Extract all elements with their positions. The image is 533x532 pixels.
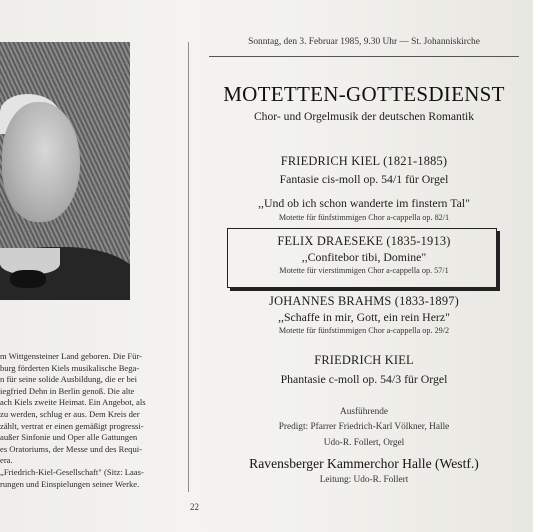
biography-line: es Oratoriums, der Messe und des Requi-: [0, 443, 143, 454]
program-title: MOTETTEN-GOTTESDIENST: [223, 82, 505, 106]
composer-portrait-photo: [0, 42, 130, 300]
work-note: Motette für vierstimmigen Chor a-cappella op. 57/1: [279, 266, 449, 275]
portrait-face: [2, 102, 80, 222]
composer-name: FRIEDRICH KIEL: [314, 353, 414, 367]
biography-line: burg förderten Kiels musikalische Bega-: [0, 362, 140, 373]
biography-line: m Wittgensteiner Land geboren. Die Für-: [0, 351, 143, 361]
biography-line: zählt, vertrat er einen gemäßigt progressi-: [0, 420, 144, 431]
program-item-draeseke: [205, 234, 523, 275]
biography-line: era.: [0, 455, 13, 466]
program-item-kiel-2: [205, 353, 523, 387]
biography-line: iegfried Dehn in Berlin genoß. Die alte: [0, 385, 135, 396]
biography-line: ach Kiels zweite Heimat. Ein Angebot, als: [0, 397, 146, 408]
composer-name: FELIX DRAESEKE (1835-1913): [277, 234, 451, 248]
choir-name: Ravensberger Kammerchor Halle (Westf.): [249, 456, 479, 471]
work-note: Motette für fünfstimmigen Chor a-cappella op. 82/1: [278, 213, 450, 222]
header-rule: [209, 56, 519, 57]
program-item-brahms: [205, 294, 523, 335]
biography-line: zu werden, schlug er aus. Dem Kreis der: [0, 408, 140, 419]
biography-line: außer Sinfonie und Oper alle Gattungen: [0, 432, 138, 443]
performers-heading: Ausführende: [339, 407, 389, 417]
composer-name: JOHANNES BRAHMS (1833-1897): [269, 294, 459, 308]
service-date-header: Sonntag, den 3. Februar 1985, 9.30 Uhr — St. Johanniskirche: [248, 37, 480, 47]
composer-name: FRIEDRICH KIEL (1821-1885): [280, 154, 448, 168]
performer-line: Predigt: Pfarrer Friedrich-Karl Völkner, Halle: [278, 422, 450, 432]
performer-line: Udo-R. Follert, Orgel: [323, 438, 405, 448]
work-title: Fantasie cis-moll op. 54/1 für Orgel: [279, 172, 449, 186]
work-title: ,,Schaffe in mir, Gott, ein rein Herz": [278, 310, 450, 324]
work-title: ,,Und ob ich schon wanderte im finstern Tal": [258, 196, 470, 210]
biography-line: n für seine solide Ausbildung, die er bei: [0, 374, 137, 385]
work-note: Motette für fünfstimmigen Chor a-cappella op. 29/2: [278, 326, 450, 335]
biography-line: rungen und Einspielungen seiner Werke.: [0, 478, 140, 489]
portrait-bow-tie: [10, 270, 46, 288]
work-title: ,,Confitebor tibi, Domine": [301, 250, 427, 264]
program-item-kiel-1: [205, 154, 523, 222]
page-gutter-divider: [188, 42, 189, 492]
work-title: Phantasie c-moll op. 54/3 für Orgel: [280, 372, 448, 386]
page-number: 22: [190, 502, 199, 512]
choir-leader: Leitung: Udo-R. Follert: [319, 475, 409, 485]
program-subtitle: Chor- und Orgelmusik der deutschen Romantik: [253, 110, 475, 123]
biography-paragraph: [0, 351, 178, 490]
biography-line: „Friedrich-Kiel-Gesellschaft" (Sitz: Laas-: [0, 466, 144, 477]
